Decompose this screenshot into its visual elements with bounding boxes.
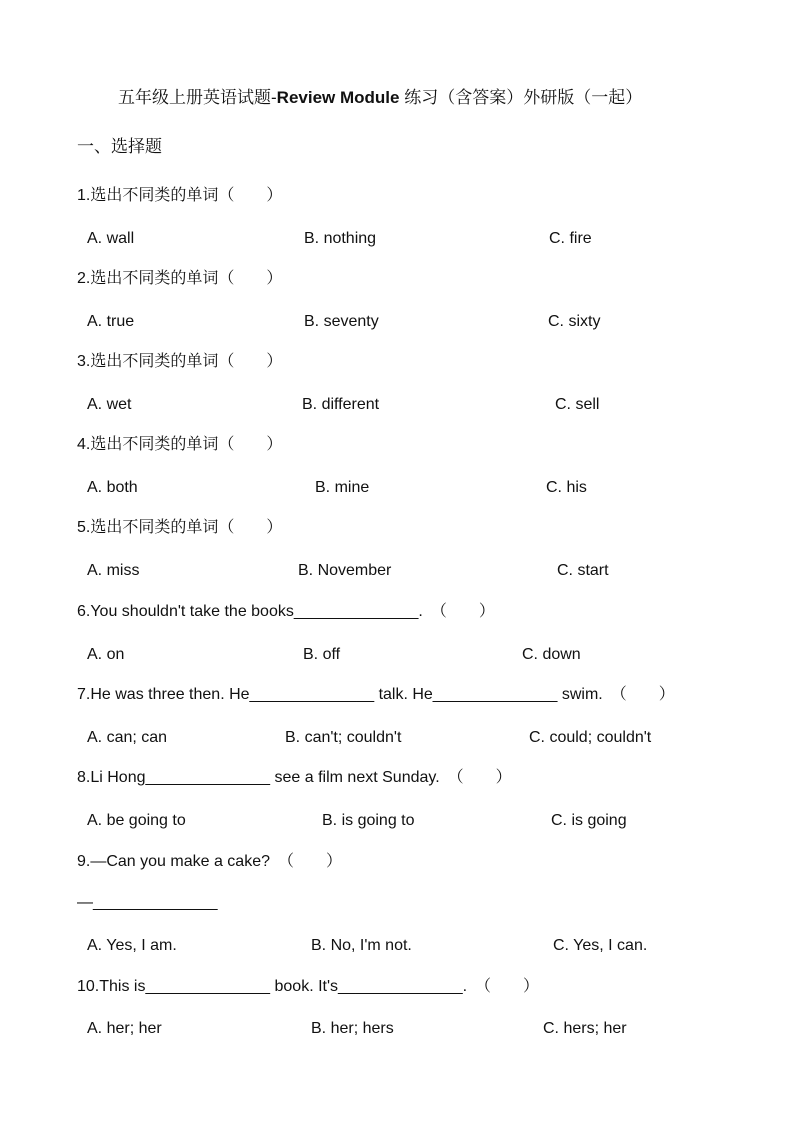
question-stem: 7.He was three then. He______________ talk. He______________ swim. （ ） — [77, 686, 675, 703]
title-prefix: 五年级上册英语试题- — [118, 88, 277, 107]
option-c: C. sixty — [548, 313, 601, 330]
option-c: C. Yes, I can. — [553, 937, 648, 954]
question-stem: 10.This is______________ book. It's______________. （ ） — [77, 978, 540, 995]
question-stem: 2.选出不同类的单词（ ） — [77, 270, 283, 287]
title-suffix: 练习（含答案）外研版（一起） — [399, 88, 643, 107]
question-stem: 3.选出不同类的单词（ ） — [77, 353, 283, 370]
option-a: A. be going to — [87, 812, 186, 829]
option-a: A. wall — [87, 230, 135, 247]
question-stem: 4.选出不同类的单词（ ） — [77, 436, 283, 453]
option-b: B. No, I'm not. — [311, 937, 412, 954]
question-stem: 8.Li Hong______________ see a film next Sunday. （ ） — [77, 769, 512, 786]
option-a: A. can; can — [87, 729, 168, 746]
title-bold: Review Module — [276, 88, 400, 107]
option-c: C. down — [522, 646, 581, 663]
option-c: C. start — [557, 562, 609, 579]
option-b: B. her; hers — [311, 1020, 394, 1037]
question-stem: 9.—Can you make a cake? （ ） — [77, 853, 342, 870]
option-b: B. November — [298, 562, 392, 579]
question-stem: 6.You shouldn't take the books______________. （ ） — [77, 603, 495, 620]
option-b: B. is going to — [322, 812, 415, 829]
option-b: B. mine — [315, 479, 370, 496]
option-b: B. seventy — [304, 313, 379, 330]
option-c: C. his — [546, 479, 587, 496]
option-c: C. could; couldn't — [529, 729, 652, 746]
option-a: A. on — [87, 646, 125, 663]
option-c: C. fire — [549, 230, 592, 247]
option-c: C. hers; her — [543, 1020, 627, 1037]
page-title — [118, 88, 642, 108]
option-a: A. her; her — [87, 1020, 162, 1037]
answer-line: —______________ — [77, 894, 218, 911]
question-stem: 1.选出不同类的单词（ ） — [77, 187, 283, 204]
option-c: C. sell — [555, 396, 600, 413]
option-a: A. Yes, I am. — [87, 937, 177, 954]
option-a: A. both — [87, 479, 138, 496]
option-a: A. miss — [87, 562, 140, 579]
option-c: C. is going — [551, 812, 627, 829]
question-stem: 5.选出不同类的单词（ ） — [77, 519, 283, 536]
option-b: B. can't; couldn't — [285, 729, 402, 746]
option-a: A. true — [87, 313, 135, 330]
option-b: B. nothing — [304, 230, 377, 247]
option-a: A. wet — [87, 396, 132, 413]
option-b: B. off — [303, 646, 341, 663]
option-b: B. different — [302, 396, 380, 413]
section-heading: 一、选择题 — [77, 137, 162, 156]
